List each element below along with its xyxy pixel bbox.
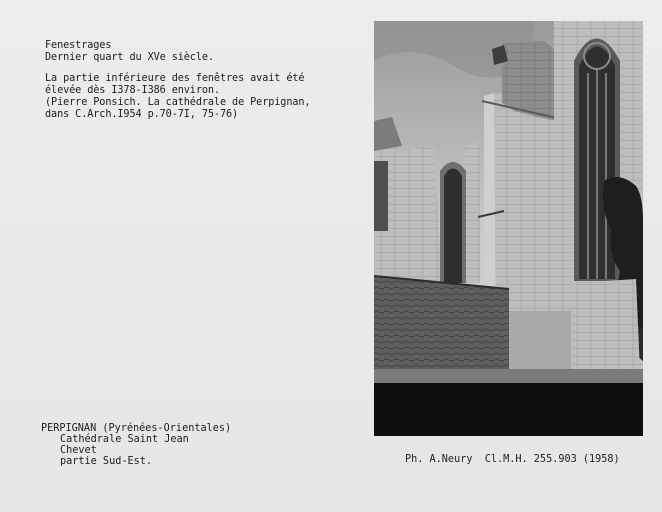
caption-place: PERPIGNAN (Pyrénées-Orientales): [41, 423, 232, 434]
cathedral-photograph: [374, 21, 643, 436]
description-notes: [45, 40, 345, 121]
caption-building: Cathédrale Saint Jean: [60, 434, 189, 445]
caption-part: Chevet: [60, 445, 97, 456]
notes-text-2: élevée dès I378-I386 environ.: [45, 85, 220, 96]
caption-view: partie Sud-Est.: [60, 456, 153, 467]
notes-title: Fenestrages: [45, 40, 112, 51]
notes-reference-1: (Pierre Ponsich. La cathédrale de Perpignan,: [45, 97, 311, 108]
photo-credit: Ph. A.Neury Cl.M.H. 255.903 (1958): [405, 454, 620, 465]
notes-reference-2: dans C.Arch.I954 p.70-7I, 75-76): [45, 109, 239, 120]
notes-dating: Dernier quart du XVe siècle.: [45, 52, 214, 63]
location-caption: [41, 423, 231, 467]
notes-text-1: La partie inférieure des fenêtres avait été: [45, 73, 305, 84]
